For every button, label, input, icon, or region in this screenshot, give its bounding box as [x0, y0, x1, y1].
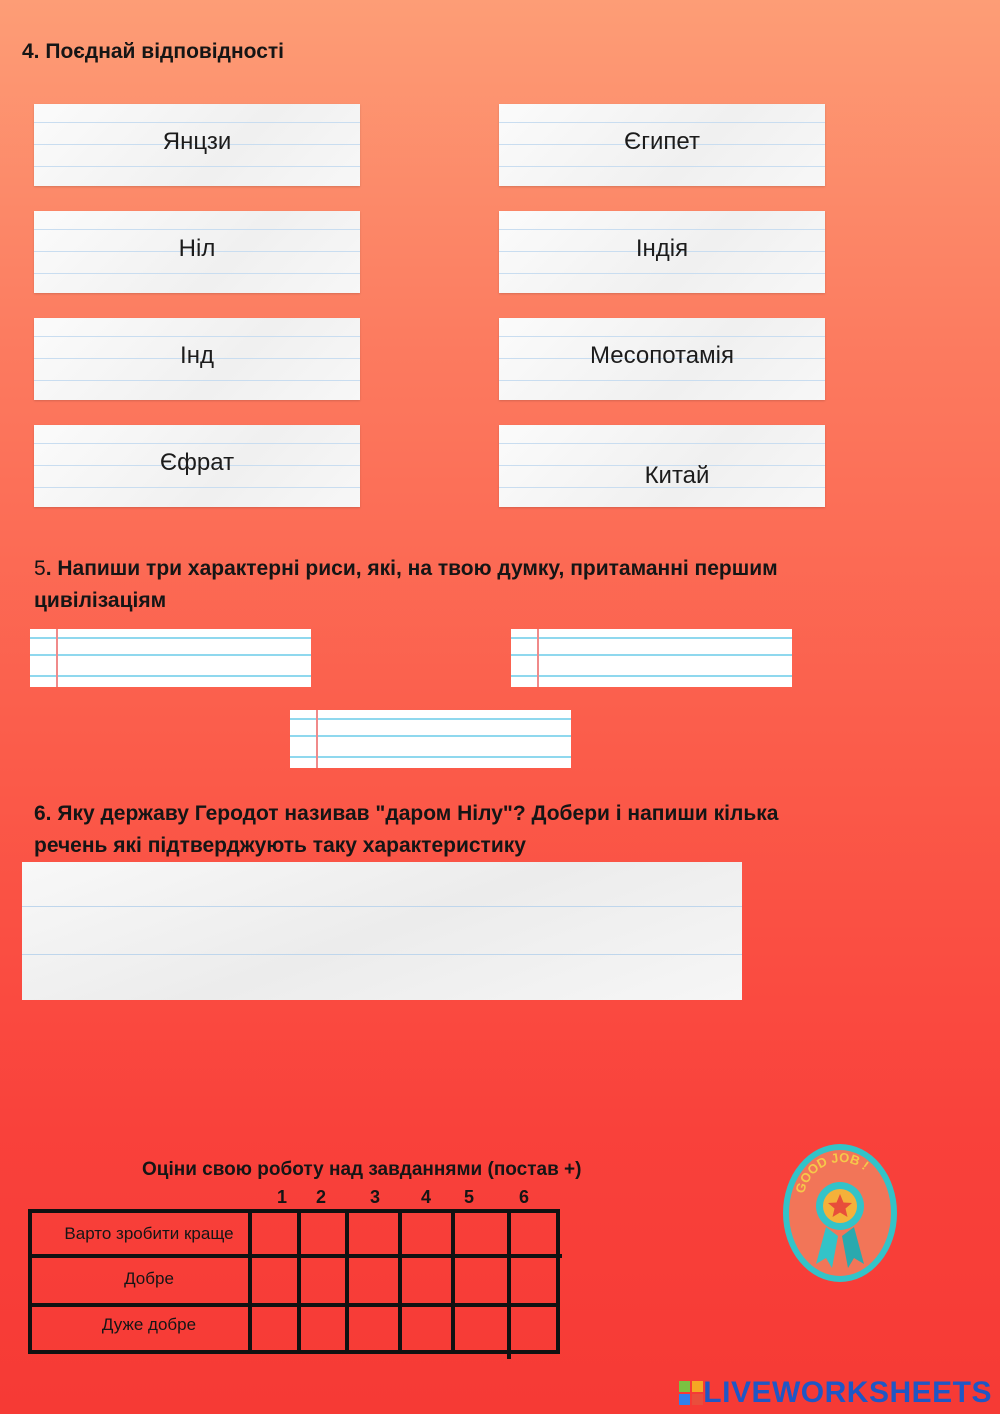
match-card-right-2[interactable]: [499, 211, 825, 293]
match-card-label: Єгипет: [624, 128, 700, 155]
match-card-label: Китай: [644, 462, 710, 489]
answer-input-3[interactable]: [290, 710, 571, 768]
match-card-left-4[interactable]: [34, 425, 360, 507]
rating-column-5: 5: [464, 1187, 475, 1207]
match-card-right-1[interactable]: [499, 104, 825, 186]
award-ribbon-star-icon: [780, 1142, 902, 1284]
match-card-label: Індія: [635, 235, 689, 262]
rating-cell[interactable]: [301, 1213, 345, 1254]
answer-input-1[interactable]: [30, 629, 311, 687]
answer-textarea[interactable]: [22, 862, 742, 1000]
match-card-label: Ніл: [178, 235, 216, 262]
answer-input-2[interactable]: [511, 629, 792, 687]
rating-cell[interactable]: [252, 1213, 297, 1254]
rating-cell[interactable]: [349, 1213, 398, 1254]
match-card-right-4[interactable]: [499, 425, 825, 507]
rating-column-3: 3: [370, 1187, 381, 1207]
rating-row-label: Добре: [124, 1269, 174, 1288]
logo-text: LIVEWORKSHEETS: [703, 1376, 992, 1409]
rating-row-label: Дуже добре: [101, 1315, 197, 1334]
task4-heading: 4. Поєднай відповідності: [22, 40, 284, 63]
rating-column-1: 1: [277, 1187, 288, 1207]
liveworksheets-logo-icon: [679, 1381, 703, 1405]
match-card-left-3[interactable]: [34, 318, 360, 400]
liveworksheets-logo[interactable]: [679, 1376, 992, 1410]
match-card-label: Єфрат: [159, 449, 235, 476]
rating-column-2: 2: [316, 1187, 327, 1207]
rating-row-label: Варто зробити краще: [64, 1224, 234, 1243]
rating-cell[interactable]: [402, 1213, 451, 1254]
rating-title: Оціни свою роботу над завданнями (постав +): [142, 1159, 582, 1180]
match-card-right-3[interactable]: [499, 318, 825, 400]
match-card-label: Месопотамія: [590, 342, 734, 369]
badge-text: GOOD JOB !: [792, 1149, 872, 1195]
match-card-left-1[interactable]: [34, 104, 360, 186]
rating-cell[interactable]: [511, 1213, 556, 1254]
rating-cell[interactable]: [455, 1213, 507, 1254]
rating-column-4: 4: [421, 1187, 432, 1207]
task5-heading: [34, 553, 824, 617]
task6-heading: 6. Яку державу Геродот називав "даром Нілу"? Добери і напиши кілька речень які підтверджують таку характеристику: [34, 802, 779, 857]
match-card-left-2[interactable]: [34, 211, 360, 293]
match-card-label: Янцзи: [162, 128, 232, 155]
task5-text: . Напиши три характерні риси, які, на твою думку, притаманні першим цивілізаціям: [34, 557, 778, 612]
match-card-label: Інд: [180, 342, 214, 369]
task5-number: 5: [34, 557, 46, 580]
rating-column-6: 6: [519, 1187, 530, 1207]
